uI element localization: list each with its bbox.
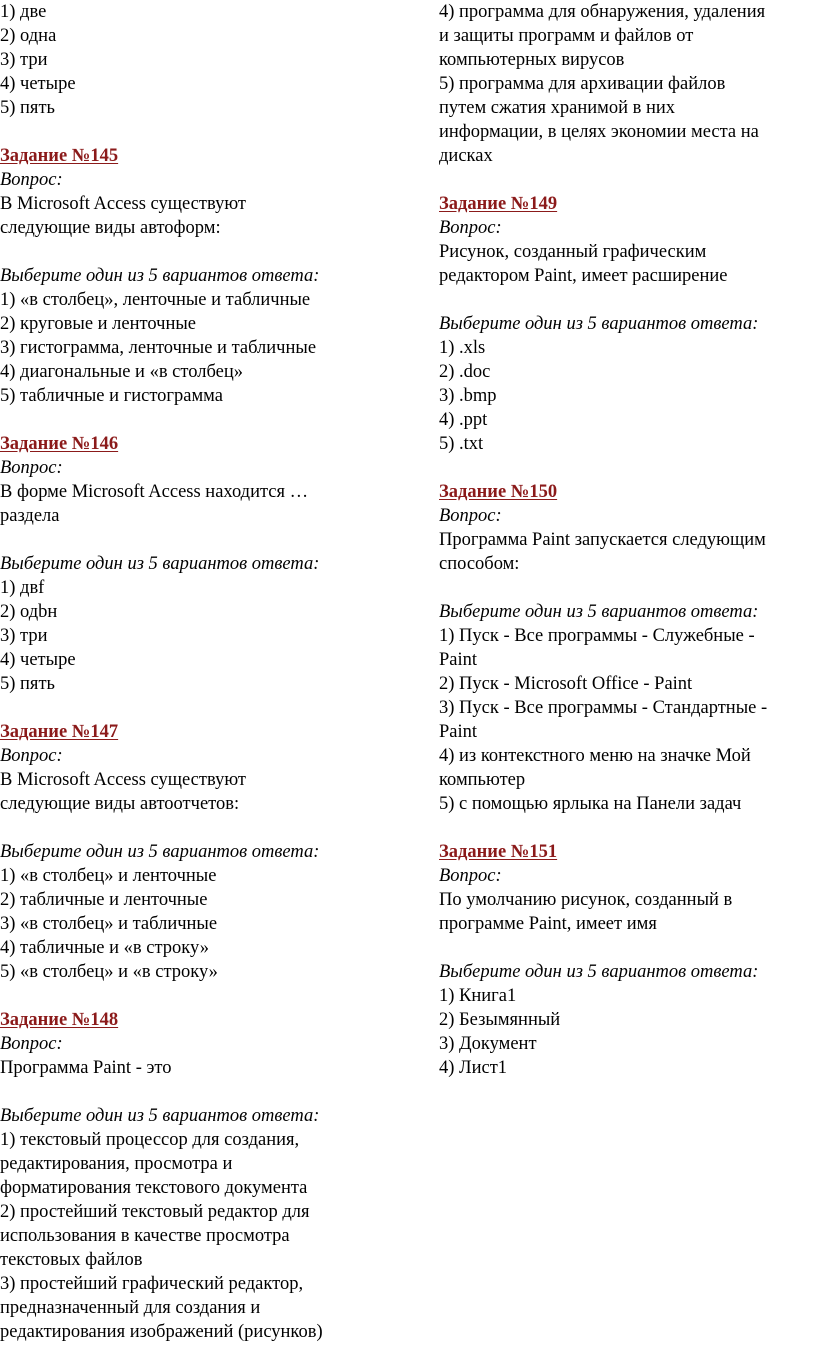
answer-option: Paint bbox=[439, 722, 478, 742]
question-text: редактором Paint, имеет расширение bbox=[439, 266, 728, 286]
task-block bbox=[439, 840, 816, 1080]
answer-option: компьютер bbox=[439, 770, 526, 790]
answer-option: 2) Безымянный bbox=[439, 1010, 561, 1030]
blank-line bbox=[0, 408, 400, 432]
question-text: следующие виды автоформ: bbox=[0, 218, 221, 238]
answer-option: 1) Пуск - Все программы - Служебные - bbox=[439, 626, 755, 646]
answer-options-list bbox=[0, 1128, 400, 1344]
answer-option: 4) из контекстного меню на значке Мой bbox=[439, 746, 751, 766]
question-text: В форме Microsoft Access находится … bbox=[0, 482, 309, 502]
answer-options-list bbox=[439, 336, 816, 456]
answer-option: 4) табличные и «в строку» bbox=[0, 938, 209, 958]
choose-instruction: Выберите один из 5 вариантов ответа: bbox=[0, 554, 320, 574]
answer-option: 5) табличные и гистограмма bbox=[0, 386, 223, 406]
blank-line bbox=[439, 936, 816, 960]
answer-option: 1) Книга1 bbox=[439, 986, 517, 1006]
answer-option: 3) «в столбец» и табличные bbox=[0, 914, 218, 934]
task-block bbox=[0, 432, 400, 696]
answer-option: редактирования, просмотра и bbox=[0, 1154, 233, 1174]
task-block bbox=[0, 720, 400, 984]
answer-option: 2) табличные и ленточные bbox=[0, 890, 208, 910]
choose-instruction: Выберите один из 5 вариантов ответа: bbox=[0, 266, 320, 286]
choose-instruction: Выберите один из 5 вариантов ответа: bbox=[0, 1106, 320, 1126]
answer-option: 4) диагональные и «в столбец» bbox=[0, 362, 244, 382]
blank-line bbox=[439, 576, 816, 600]
task-title: Задание №147 bbox=[0, 722, 119, 742]
task-block bbox=[439, 192, 816, 456]
question-text: В Microsoft Access существуют bbox=[0, 194, 246, 214]
answer-option: редактирования изображений (рисунков) bbox=[0, 1322, 323, 1342]
continued-options-list bbox=[0, 0, 400, 120]
question-text: По умолчанию рисунок, созданный в bbox=[439, 890, 733, 910]
task-title: Задание №149 bbox=[439, 194, 558, 214]
task-title: Задание №145 bbox=[0, 146, 119, 166]
answer-option: 2) простейший текстовый редактор для bbox=[0, 1202, 310, 1222]
answer-option: текстовых файлов bbox=[0, 1250, 143, 1270]
answer-option: 3) простейший графический редактор, bbox=[0, 1274, 304, 1294]
answer-option: 5) с помощью ярлыка на Панели задач bbox=[439, 794, 742, 814]
answer-option: 5) программа для архивации файлов bbox=[439, 74, 726, 94]
blank-line bbox=[439, 288, 816, 312]
left-column bbox=[0, 0, 400, 1344]
task-title: Задание №151 bbox=[439, 842, 558, 862]
blank-line bbox=[0, 816, 400, 840]
continued-options-list bbox=[439, 0, 816, 168]
question-label: Вопрос: bbox=[439, 218, 502, 238]
task-title: Задание №146 bbox=[0, 434, 119, 454]
answer-option: 2) одbн bbox=[0, 602, 58, 622]
answer-option: 4) четыре bbox=[0, 650, 76, 670]
choose-instruction: Выберите один из 5 вариантов ответа: bbox=[0, 842, 320, 862]
answer-option: 1) двf bbox=[0, 578, 45, 598]
question-text: программе Paint, имеет имя bbox=[439, 914, 657, 934]
question-label: Вопрос: bbox=[439, 506, 502, 526]
answer-option: 1) .xls bbox=[439, 338, 486, 358]
task-block bbox=[0, 144, 400, 408]
answer-option: 2) .doc bbox=[439, 362, 491, 382]
answer-option: 5) пять bbox=[0, 674, 55, 694]
answer-option: 3) три bbox=[0, 626, 48, 646]
answer-options-list bbox=[439, 624, 816, 816]
blank-line bbox=[0, 984, 400, 1008]
blank-line bbox=[0, 1080, 400, 1104]
answer-options-list bbox=[439, 984, 816, 1080]
answer-option: 5) пять bbox=[0, 98, 55, 118]
answer-option: 2) одна bbox=[0, 26, 57, 46]
choose-instruction: Выберите один из 5 вариантов ответа: bbox=[439, 602, 759, 622]
question-label: Вопрос: bbox=[0, 746, 63, 766]
question-text: Программа Paint - это bbox=[0, 1058, 172, 1078]
question-label: Вопрос: bbox=[439, 866, 502, 886]
answer-option: Paint bbox=[439, 650, 478, 670]
answer-option: форматирования текстового документа bbox=[0, 1178, 308, 1198]
answer-option: предназначенный для создания и bbox=[0, 1298, 261, 1318]
blank-line bbox=[439, 168, 816, 192]
task-block bbox=[0, 1008, 400, 1344]
question-label: Вопрос: bbox=[0, 170, 63, 190]
question-label: Вопрос: bbox=[0, 1034, 63, 1054]
choose-instruction: Выберите один из 5 вариантов ответа: bbox=[439, 962, 759, 982]
answer-option: 1) текстовый процессор для создания, bbox=[0, 1130, 300, 1150]
answer-option: 1) «в столбец», ленточные и табличные bbox=[0, 290, 311, 310]
answer-option: 3) три bbox=[0, 50, 48, 70]
answer-option: 2) Пуск - Microsoft Office - Paint bbox=[439, 674, 693, 694]
question-text: способом: bbox=[439, 554, 520, 574]
answer-option: 2) круговые и ленточные bbox=[0, 314, 196, 334]
answer-option: 3) Пуск - Все программы - Стандартные - bbox=[439, 698, 768, 718]
blank-line bbox=[0, 120, 400, 144]
answer-option: 1) «в столбец» и ленточные bbox=[0, 866, 217, 886]
blank-line bbox=[439, 816, 816, 840]
question-label: Вопрос: bbox=[0, 458, 63, 478]
question-text: Рисунок, созданный графическим bbox=[439, 242, 707, 262]
answer-option: информации, в целях экономии места на bbox=[439, 122, 759, 142]
answer-option: 1) две bbox=[0, 2, 47, 22]
blank-line bbox=[439, 456, 816, 480]
answer-option: 3) .bmp bbox=[439, 386, 497, 406]
task-title: Задание №148 bbox=[0, 1010, 119, 1030]
answer-options-list bbox=[0, 576, 400, 696]
blank-line bbox=[0, 696, 400, 720]
task-title: Задание №150 bbox=[439, 482, 558, 502]
answer-options-list bbox=[0, 864, 400, 984]
choose-instruction: Выберите один из 5 вариантов ответа: bbox=[439, 314, 759, 334]
answer-option: 5) .txt bbox=[439, 434, 484, 454]
task-block bbox=[439, 480, 816, 816]
answer-option: 4) Лист1 bbox=[439, 1058, 508, 1078]
question-text: В Microsoft Access существуют bbox=[0, 770, 246, 790]
question-text: следующие виды автоотчетов: bbox=[0, 794, 240, 814]
question-text: Программа Paint запускается следующим bbox=[439, 530, 766, 550]
answer-options-list bbox=[0, 288, 400, 408]
answer-option: путем сжатия хранимой в них bbox=[439, 98, 676, 118]
answer-option: и защиты программ и файлов от bbox=[439, 26, 694, 46]
right-column bbox=[439, 0, 816, 1080]
answer-option: 4) .ppt bbox=[439, 410, 488, 430]
answer-option: использования в качестве просмотра bbox=[0, 1226, 290, 1246]
answer-option: 4) программа для обнаружения, удаления bbox=[439, 2, 766, 22]
answer-option: компьютерных вирусов bbox=[439, 50, 625, 70]
answer-option: дисках bbox=[439, 146, 493, 166]
blank-line bbox=[0, 240, 400, 264]
blank-line bbox=[0, 528, 400, 552]
answer-option: 5) «в столбец» и «в строку» bbox=[0, 962, 218, 982]
answer-option: 3) гистограмма, ленточные и табличные bbox=[0, 338, 317, 358]
question-text: раздела bbox=[0, 506, 60, 526]
answer-option: 4) четыре bbox=[0, 74, 76, 94]
answer-option: 3) Документ bbox=[439, 1034, 537, 1054]
